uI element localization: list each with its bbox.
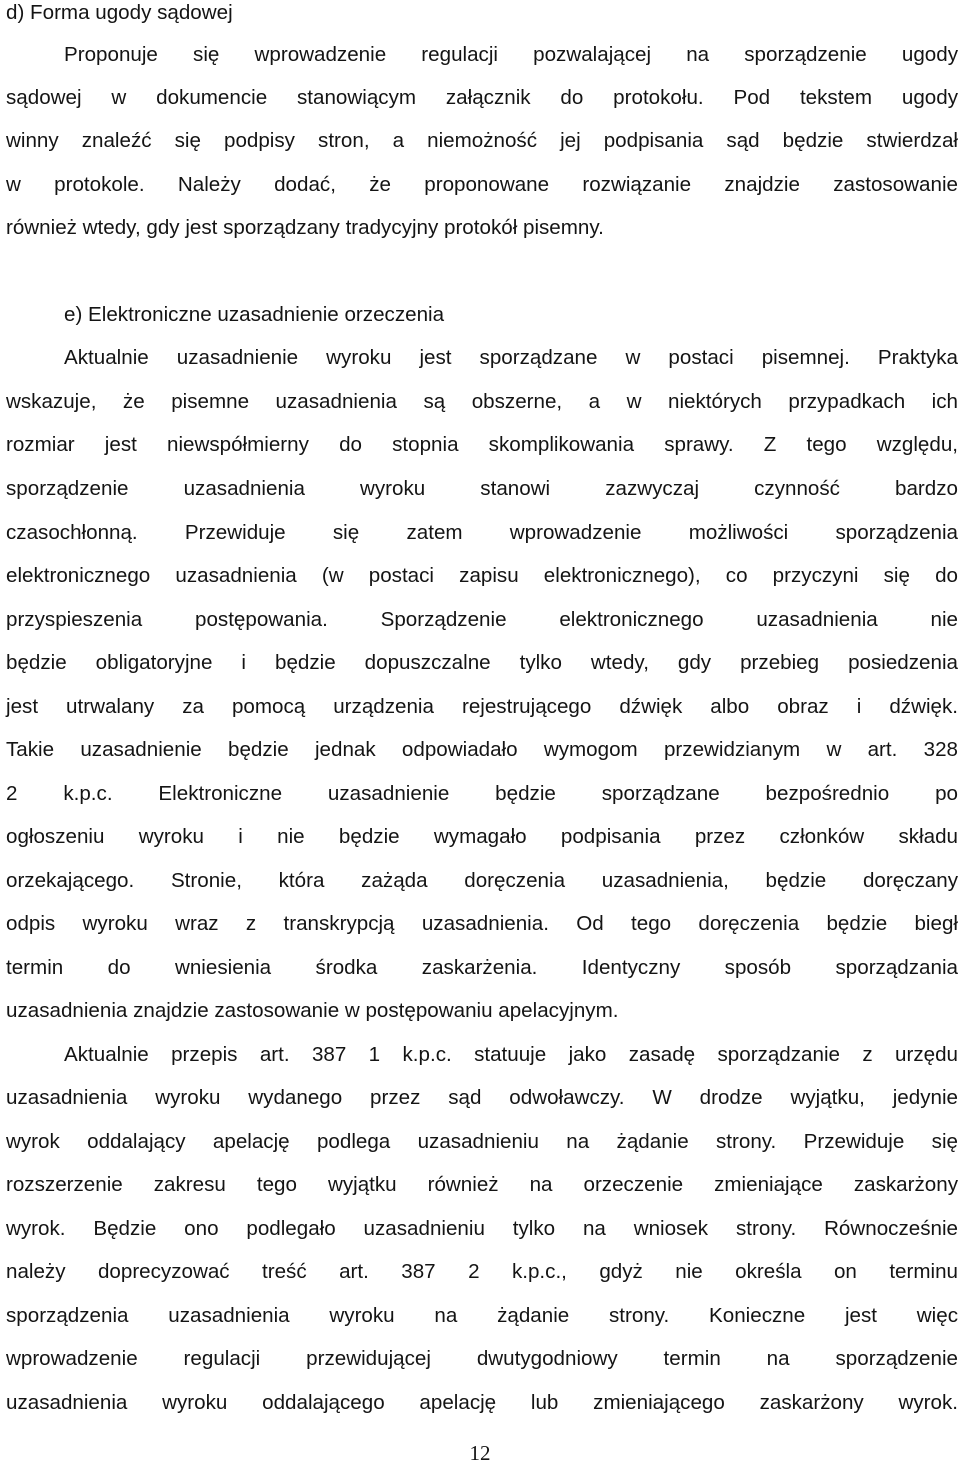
section-e-line: odpis wyroku wraz z transkrypcją uzasadnienia. Od tego doręczenia będzie biegł <box>6 912 958 935</box>
section-e-line: rozmiar jest niewspółmierny do stopnia skomplikowania sprawy. Z tego względu, <box>6 433 958 456</box>
section-e-line: sporządzenie uzasadnienia wyroku stanowi zazwyczaj czynność bardzo <box>6 477 958 500</box>
section-e-line: Takie uzasadnienie będzie jednak odpowiadało wymogom przewidzianym w art. 328 <box>6 738 958 761</box>
section-e-line: uzasadnienia wyroku oddalającego apelację lub zmieniającego zaskarżony wyrok. <box>6 1391 958 1414</box>
section-d-line: Proponuje się wprowadzenie regulacji pozwalającej na sporządzenie ugody <box>64 43 958 66</box>
section-e-line: Aktualnie przepis art. 387 1 k.p.c. statuuje jako zasadę sporządzanie z urzędu <box>64 1043 958 1066</box>
section-e-line: 2 k.p.c. Elektroniczne uzasadnienie będzie sporządzane bezpośrednio po <box>6 782 958 805</box>
section-e-line: przyspieszenia postępowania. Sporządzenie elektronicznego uzasadnienia nie <box>6 608 958 631</box>
section-d-line: również wtedy, gdy jest sporządzany tradycyjny protokół pisemny. <box>6 216 604 239</box>
section-e-line: uzasadnienia znajdzie zastosowanie w postępowaniu apelacyjnym. <box>6 999 619 1022</box>
section-e-line: ogłoszeniu wyroku i nie będzie wymagało podpisania przez członków składu <box>6 825 958 848</box>
section-e-line: orzekającego. Stronie, która zażąda doręczenia uzasadnienia, będzie doręczany <box>6 869 958 892</box>
section-e-line: rozszerzenie zakresu tego wyjątku również na orzeczenie zmieniające zaskarżony <box>6 1173 958 1196</box>
section-e-line: uzasadnienia wyroku wydanego przez sąd odwoławczy. W drodze wyjątku, jedynie <box>6 1086 958 1109</box>
section-d-line: winny znaleźć się podpisy stron, a niemożność jej podpisania sąd będzie stwierdzał <box>6 129 958 152</box>
section-e-line: wskazuje, że pisemne uzasadnienia są obszerne, a w niektórych przypadkach ich <box>6 390 958 413</box>
section-d-line: sądowej w dokumencie stanowiącym załącznik do protokołu. Pod tekstem ugody <box>6 86 958 109</box>
section-e-line: termin do wniesienia środka zaskarżenia. Identyczny sposób sporządzania <box>6 956 958 979</box>
section-e-line: wyrok. Będzie ono podlegało uzasadnieniu tylko na wniosek strony. Równocześnie <box>6 1217 958 1240</box>
section-e-line: wprowadzenie regulacji przewidującej dwutygodniowy termin na sporządzenie <box>6 1347 958 1370</box>
section-e-line: będzie obligatoryjne i będzie dopuszczalne tylko wtedy, gdy przebieg posiedzenia <box>6 651 958 674</box>
section-e-line: sporządzenia uzasadnienia wyroku na żądanie strony. Konieczne jest więc <box>6 1304 958 1327</box>
section-d-heading: d) Forma ugody sądowej <box>6 1 233 24</box>
section-e-line: elektronicznego uzasadnienia (w postaci zapisu elektronicznego), co przyczyni się do <box>6 564 958 587</box>
section-e-line: należy doprecyzować treść art. 387 2 k.p.c., gdyż nie określa on terminu <box>6 1260 958 1283</box>
section-e-line: wyrok oddalający apelację podlega uzasadnieniu na żądanie strony. Przewiduje się <box>6 1130 958 1153</box>
section-d-line: w protokole. Należy dodać, że proponowane rozwiązanie znajdzie zastosowanie <box>6 173 958 196</box>
page-number: 12 <box>469 1441 491 1465</box>
section-e-line: czasochłonną. Przewiduje się zatem wprowadzenie możliwości sporządzenia <box>6 521 958 544</box>
section-e-line: jest utrwalany za pomocą urządzenia rejestrującego dźwięk albo obraz i dźwięk. <box>6 695 958 718</box>
section-e-heading: e) Elektroniczne uzasadnienie orzeczenia <box>64 303 445 326</box>
section-e-line: Aktualnie uzasadnienie wyroku jest sporządzane w postaci pisemnej. Praktyka <box>64 346 958 369</box>
